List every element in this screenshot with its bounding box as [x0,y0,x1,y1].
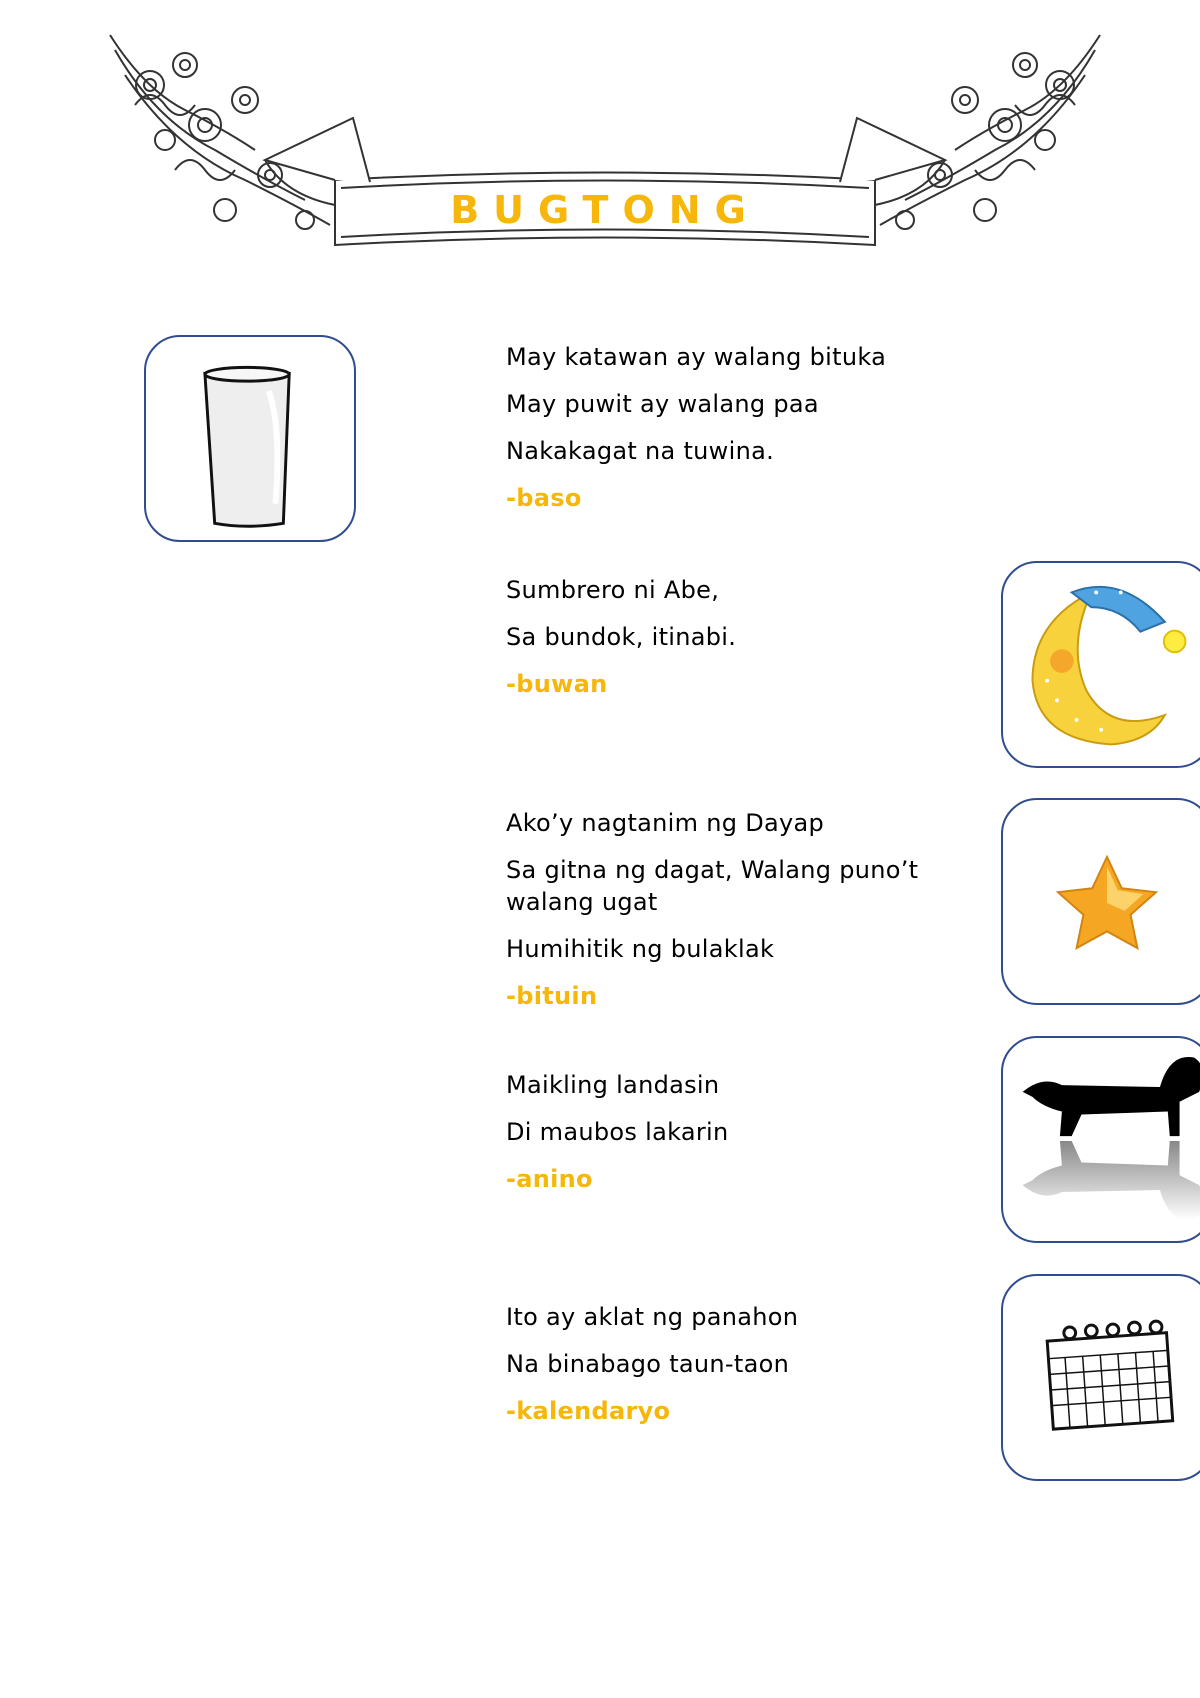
riddle-line: Di maubos lakarin [506,1118,729,1146]
moon-icon [1003,563,1200,766]
riddle-2 [506,574,946,700]
star-picture-frame [1001,798,1200,1005]
riddle-answer: -anino [506,1165,593,1193]
glass-picture-frame [144,335,356,542]
riddle-answer: -baso [506,484,582,512]
riddle-line: Nakakagat na tuwina. [506,437,775,465]
shadow-picture-frame [1001,1036,1200,1243]
moon-picture-frame [1001,561,1200,768]
riddle-3 [506,807,946,1012]
glass-icon [146,337,354,540]
riddle-line: Na binabago taun-taon [506,1350,790,1378]
dog-shadow-icon [1003,1038,1200,1241]
riddle-line: Sa gitna ng dagat, Walang puno’t walang ugat [506,856,919,916]
riddle-1 [506,341,946,514]
riddle-4 [506,1069,946,1195]
riddle-line: Sa bundok, itinabi. [506,623,737,651]
page-title: BUGTONG [450,188,760,232]
riddle-line: Maikling landasin [506,1071,720,1099]
riddle-line: Ito ay aklat ng panahon [506,1303,799,1331]
riddle-answer: -kalendaryo [506,1397,671,1425]
star-icon [1003,800,1200,1003]
riddle-line: May puwit ay walang paa [506,390,819,418]
riddle-line: Ako’y nagtanim ng Dayap [506,809,825,837]
calendar-icon [1003,1276,1200,1479]
riddle-line: May katawan ay walang bituka [506,343,887,371]
riddle-answer: -bituin [506,982,598,1010]
calendar-picture-frame [1001,1274,1200,1481]
riddle-line: Sumbrero ni Abe, [506,576,720,604]
ornament-banner-icon [105,30,1105,280]
riddle-answer: -buwan [506,670,608,698]
title-banner [105,30,1105,280]
riddle-5 [506,1301,946,1427]
riddle-line: Humihitik ng bulaklak [506,935,775,963]
